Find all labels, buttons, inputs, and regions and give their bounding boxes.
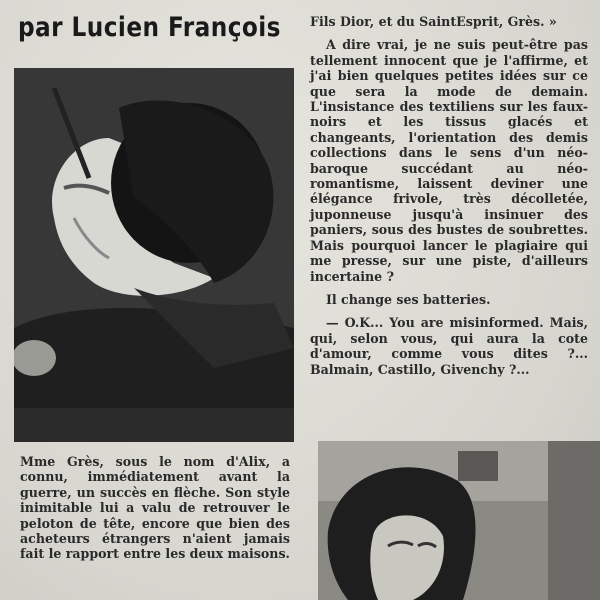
- photo-caption: [20, 454, 290, 562]
- caption-text: Mme Grès, sous le nom d'Alix, a connu, immédiatement avant la guerre, un succès en flèche. Son style inimitable lui a valu de retrouver le peloton de tête, encore que bien des acheteurs étrangers n'aient jamais fait le rapport entre les deux maisons.: [20, 454, 290, 562]
- portrait-photo-mme-gres: [14, 68, 294, 442]
- paragraph: A dire vrai, je ne suis peut-être pas tellement innocent que je l'affirme, et j'ai bien quelques petites idées sur ce que sera la mode de demain. L'insistance des textiliens sur les faux-noirs et les tissus glacés et changeants, l'orientation des demis collections dans le sens d'un néo-baroque succédant au néo-romantisme, laissent deviner une élégance frivole, très décolletée, juponneuse jusqu'à insinuer des paniers, sous des bustes de soubrettes. Mais pourquoi lancer le plagiaire qui me presse, sur une piste, d'ailleurs incertaine ?: [310, 37, 588, 284]
- paragraph: Il change ses batteries.: [326, 291, 491, 307]
- article-column: [310, 14, 588, 385]
- paragraph: Fils Dior, et du SaintEsprit, Grès. »: [310, 14, 557, 29]
- paragraph: — O.K... You are misinformed. Mais, qui, selon vous, qui aura la cote d'amour, comme vous dites ?... Balmain, Castillo, Givenchy ?...: [310, 315, 588, 377]
- second-photo: [318, 441, 600, 600]
- byline: par Lucien François: [18, 12, 281, 43]
